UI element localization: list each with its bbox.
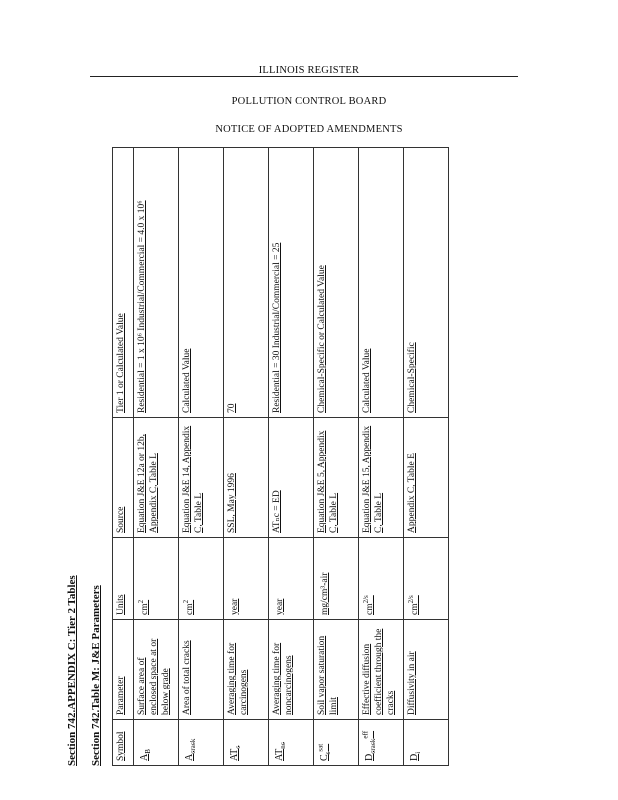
cell-parameter: Soil vapor saturation limit <box>314 620 359 720</box>
units-base: year <box>275 598 286 615</box>
cell-symbol <box>134 720 179 766</box>
symbol-subscript: i <box>414 751 423 754</box>
units-base: year <box>230 598 241 615</box>
table-row <box>134 148 179 766</box>
rotated-table-page <box>66 146 536 766</box>
symbol-superscript: eff <box>362 730 370 739</box>
cell-units <box>179 538 224 620</box>
cell-symbol <box>314 720 359 766</box>
cell-value: Chemical-Specific or Calculated Value <box>314 148 359 418</box>
cell-symbol <box>224 720 269 766</box>
table-row <box>404 148 449 766</box>
symbol-base: A <box>184 753 196 761</box>
table-row <box>314 148 359 766</box>
col-symbol-header: Symbol <box>113 720 134 766</box>
cell-units <box>404 538 449 620</box>
col-parameter-header: Parameter <box>113 620 134 720</box>
register-header: ILLINOIS REGISTER <box>258 65 360 76</box>
units-base: cm <box>410 603 421 615</box>
cell-parameter: Averaging time for carcinogens <box>224 620 269 720</box>
cell-parameter: Diffusivity in air <box>404 620 449 720</box>
symbol-subscript: nc <box>279 742 288 749</box>
symbol-base: A <box>139 753 151 761</box>
table-row <box>224 148 269 766</box>
cell-source: Equation J&E 14, Appendix C, Table L <box>179 418 224 538</box>
col-value-header: Tier 1 or Calculated Value <box>113 148 134 418</box>
section-title: Section 742.APPENDIX C: Tier 2 Tables <box>66 575 78 766</box>
cell-source: Equation J&E 12a or 12b, Appendix C, Table L <box>134 418 179 538</box>
cell-parameter: Area of total cracks <box>179 620 224 720</box>
units-superscript: 2/s <box>362 595 370 604</box>
board-header: POLLUTION CONTROL BOARD <box>231 96 387 107</box>
cell-value: Calculated Value <box>179 148 224 418</box>
symbol-base: D <box>364 753 376 761</box>
cell-symbol <box>404 720 449 766</box>
cell-source: SSL, May 1996 <box>224 418 269 538</box>
table-row <box>179 148 224 766</box>
symbol-subscript: crack <box>369 738 378 754</box>
cell-units <box>269 538 314 620</box>
symbol-subscript: B <box>144 749 153 754</box>
cell-value: Calculated Value <box>359 148 404 418</box>
units-superscript: 2 <box>182 599 190 604</box>
col-units-header: Units <box>113 538 134 620</box>
table-title: Section 742.Table M: J&E Parameters <box>90 585 102 766</box>
cell-value: Residential = 30 Industrial/Commercial = 25 <box>269 148 314 418</box>
cell-units <box>134 538 179 620</box>
symbol-base: C <box>319 754 331 761</box>
cell-parameter: Averaging time for noncarcinogens <box>269 620 314 720</box>
cell-parameter: Effective diffusion coefficient through the cracks <box>359 620 404 720</box>
header-rule <box>90 76 518 77</box>
units-superscript: 2 <box>137 599 145 604</box>
cell-parameter: Surface area of enclosed space at or below grade <box>134 620 179 720</box>
notice-header: NOTICE OF ADOPTED AMENDMENTS <box>215 124 403 135</box>
cell-value: Residential = 1 x 10⁶ Industrial/Commercial = 4.0 x 10⁶ <box>134 148 179 418</box>
symbol-subscript: c <box>234 745 243 749</box>
cell-source: ATₙc = ED <box>269 418 314 538</box>
symbol-base: AT <box>229 748 241 761</box>
col-source-header: Source <box>113 418 134 538</box>
units-superscript: 2/s <box>407 595 415 604</box>
parameters-table <box>112 147 449 766</box>
cell-source: Equation J&E 15, Appendix C, Table L <box>359 418 404 538</box>
symbol-base: D <box>409 753 421 761</box>
cell-value: Chemical-Specific <box>404 148 449 418</box>
cell-symbol <box>359 720 404 766</box>
table-row <box>359 148 404 766</box>
symbol-subscript: crack <box>189 738 198 754</box>
table-header-row <box>113 148 134 766</box>
symbol-base: AT <box>274 748 286 761</box>
cell-units <box>359 538 404 620</box>
cell-source: Equation J&E 5, Appendix C, Table L <box>314 418 359 538</box>
units-base: cm <box>140 603 151 615</box>
cell-value: 70 <box>224 148 269 418</box>
cell-symbol <box>179 720 224 766</box>
symbol-subscript: s <box>324 751 333 755</box>
cell-units <box>224 538 269 620</box>
units-base: cm <box>365 603 376 615</box>
units-base: cm <box>185 603 196 615</box>
table-row <box>269 148 314 766</box>
cell-units <box>314 538 359 620</box>
cell-symbol <box>269 720 314 766</box>
cell-source: Appendix C, Table E <box>404 418 449 538</box>
symbol-superscript: sat <box>317 743 325 752</box>
units-base: mg/cm³-air <box>320 572 331 615</box>
